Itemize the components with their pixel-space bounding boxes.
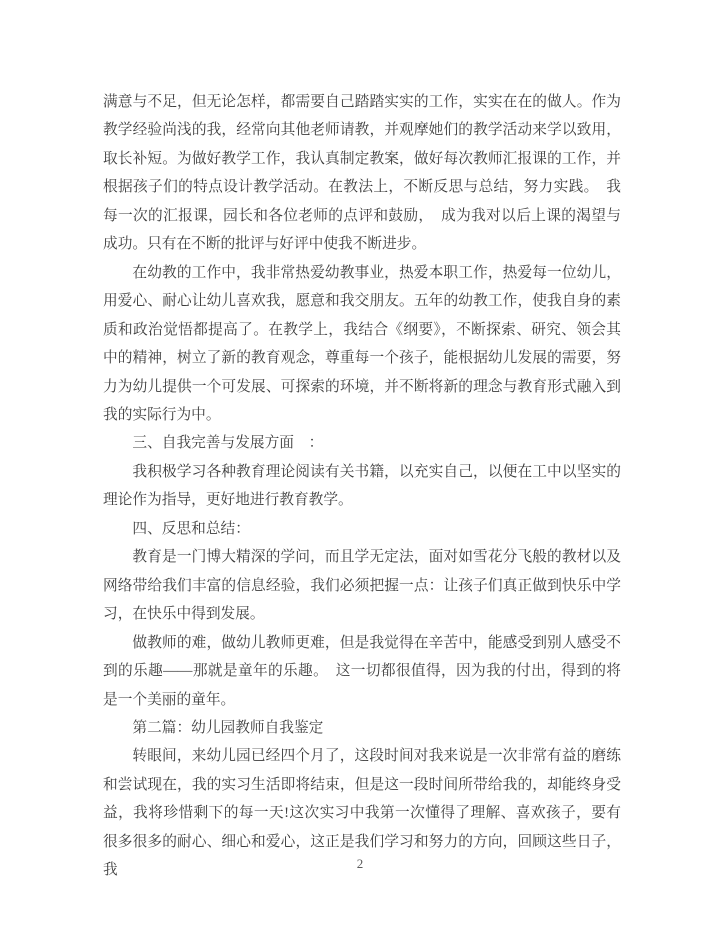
section-heading-part-two: 第二篇：幼儿园教师自我鉴定 [132,719,324,736]
paragraph: 我积极学习各种教育理论阅读有关书籍，以充实自己，以便在工中以坚实的理论作为指导，更好地进行教育教学。 [103,463,621,509]
section-heading-self-improvement: 三、自我完善与发展方面 ： [132,435,324,452]
paragraph: 教育是一门博大精深的学问，而且学无定法，面对如雪花分飞般的教材以及网络带给我们丰富的信息经验，我们必须把握一点：让孩子们真正做到快乐中学习，在快乐中得到发展。 [103,549,621,623]
paragraph: 转眼间，来幼儿园已经四个月了，这段时间对我来说是一次非常有益的磨练和尝试现在，我的实习生活即将结束，但是这一段时间所带给我的，却能终身受益，我将珍惜剩下的每一天!这次实习中我第一次懂得了理解、喜欢孩子，要有很多很多的耐心、细心和爱心，这正是我们学习和努力的方向，回顾这些日子，我 [103,748,621,879]
paragraph-continuation: 满意与不足，但无论怎样，都需要自己踏踏实实的工作，实实在在的做人。作为教学经验尚浅的我，经常向其他老师请教，并观摩她们的教学活动来学以致用，取长补短。为做好教学工作，我认真制定教案，做好每次教师汇报课的工作，并根据孩子们的特点设计教学活动。在教法上，不断反思与总结，努力实践。 我每一次的汇报课，园长和各位老师的点评和鼓励， 成为我对以后上课的渴望与成功。只有在不断的批评与好评中使我不断进步。 [103,94,621,253]
section-heading-reflection: 四、反思和总结： [132,520,250,537]
paragraph: 在幼教的工作中，我非常热爱幼教事业，热爱本职工作，热爱每一位幼儿，用爱心、耐心让幼儿喜欢我，愿意和我交朋友。五年的幼教工作，使我自身的素质和政治觉悟都提高了。在教学上，我结合《纲要》，不断探索、研究、领会其中的精神，树立了新的教育观念，尊重每一个孩子，能根据幼儿发展的需要，努力为幼儿提供一个可发展、可探索的环境，并不断将新的理念与教育形式融入到我的实际行为中。 [103,264,621,423]
paragraph: 做教师的难，做幼儿教师更难，但是我觉得在辛苦中，能感受到别人感受不到的乐趣——那就是童年的乐趣。 这一切都很值得，因为我的付出，得到的将是一个美丽的童年。 [103,634,621,708]
page-number: 2 [356,856,364,871]
document-body [103,88,621,885]
